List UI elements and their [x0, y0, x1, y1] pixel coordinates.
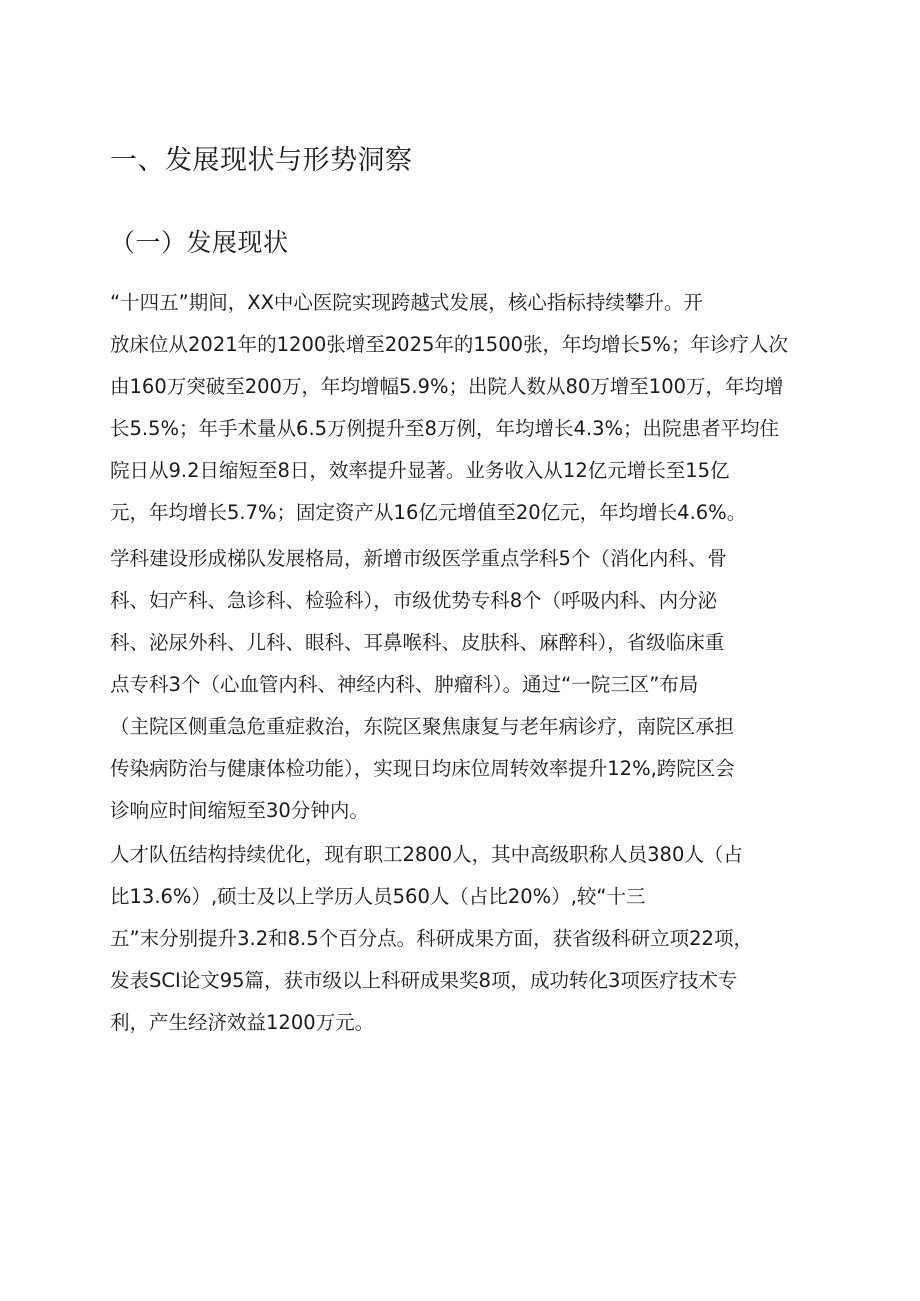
text-line: 学科建设形成梯队发展格局，新增市级医学重点学科5个（消化内科、骨	[110, 547, 727, 570]
text-line: 五”末分别提升3.2和8.5个百分点。科研成果方面，获省级科研立项22项，	[110, 927, 753, 950]
text-line: 科、妇产科、急诊科、检验科），市级优势专科8个（呼吸内科、内分泌	[110, 589, 718, 612]
text-line: 利，产生经济效益1200万元。	[110, 1011, 375, 1034]
text-line: （主院区侧重急危重症救治，东院区聚焦康复与老年病诊疗，南院区承担	[110, 715, 735, 738]
text-line: 传染病防治与健康体检功能），实现日均床位周转效率提升12%,跨院区会	[110, 757, 735, 780]
section-heading: 一、发展现状与形势洞察	[110, 145, 413, 176]
text-line: 由160万突破至200万，年均增幅5.9%；出院人数从80万增至100万，年均增	[110, 375, 784, 398]
paragraph-talent-research	[110, 834, 810, 1044]
text-line: 诊响应时间缩短至30分钟内。	[110, 799, 369, 822]
text-line: 科、泌尿外科、儿科、眼科、耳鼻喉科、皮肤科、麻醉科），省级临床重	[110, 631, 725, 654]
text-line: 长5.5%；年手术量从6.5万例提升至8万例，年均增长4.3%；出院患者平均住	[110, 417, 779, 440]
text-line: 人才队伍结构持续优化，现有职工2800人，其中高级职称人员380人（占	[110, 843, 743, 866]
text-line: 发表SCI论文95篇，获市级以上科研成果奖8项，成功转化3项医疗技术专	[110, 969, 738, 992]
text-line: “十四五”期间，XX中心医院实现跨越式发展，核心指标持续攀升。开	[110, 291, 703, 314]
text-line: 元，年均增长5.7%；固定资产从16亿元增值至20亿元，年均增长4.6%。	[110, 501, 747, 524]
subsection-heading: （一）发展现状	[110, 228, 289, 257]
paragraph-discipline-construction	[110, 538, 810, 832]
paragraph-development-indicators	[110, 282, 810, 534]
text-line: 放床位从2021年的1200张增至2025年的1500张，年均增长5%；年诊疗人次	[110, 333, 788, 356]
text-line: 点专科3个（心血管内科、神经内科、肿瘤科）。通过“一院三区”布局	[110, 673, 699, 696]
text-line: 院日从9.2日缩短至8日，效率提升显著。业务收入从12亿元增长至15亿	[110, 459, 730, 482]
text-line: 比13.6%）,硕士及以上学历人员560人（占比20%）,较“十三	[110, 885, 646, 908]
